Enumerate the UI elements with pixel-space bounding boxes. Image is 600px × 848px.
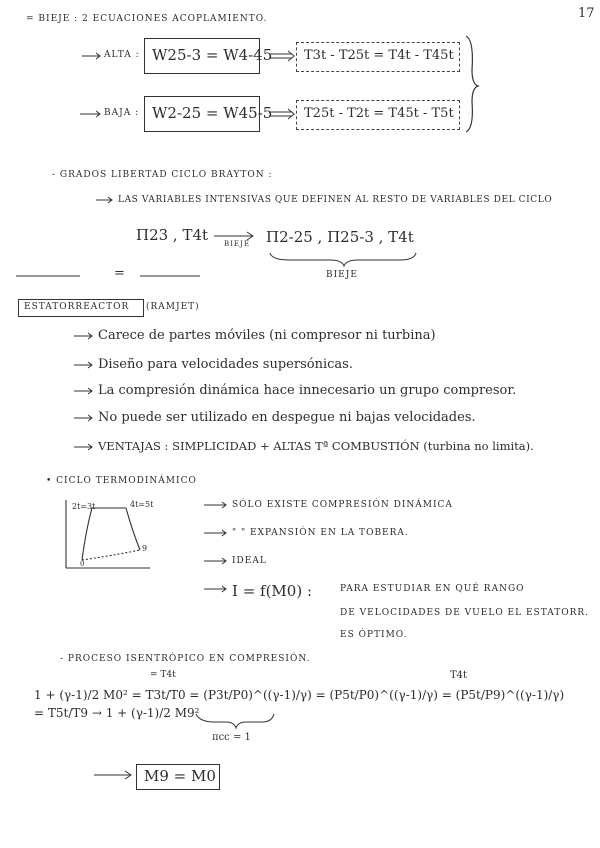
grados-under-note: BIEJE — [326, 270, 358, 280]
estatorreactor-item-2: Diseño para velocidades supersónicas. — [98, 357, 353, 372]
estatorreactor-title: ESTATORREACTOR — [24, 302, 130, 312]
ciclo-header: • CICLO TERMODINÁMICO — [46, 476, 197, 486]
ciclo-func: I = f(M0) : — [232, 582, 313, 600]
proceso-header: - PROCESO ISENTRÓPICO EN COMPRESIÓN. — [60, 654, 311, 664]
grados-lhs: Π23 , T4t — [136, 226, 209, 244]
baja-label: BAJA : — [104, 108, 140, 118]
alta-result: T3t - T25t = T4t - T45t — [304, 48, 454, 63]
ciclo-func-note-1: PARA ESTUDIAR EN QUÉ RANGO — [340, 584, 525, 594]
estatorreactor-subtitle: (RAMJET) — [146, 302, 200, 312]
proceso-result: M9 = M0 — [144, 767, 216, 785]
alta-equation: W25-3 = W4-45 — [152, 46, 273, 64]
ciclo-item-3: IDEAL — [232, 556, 267, 566]
estatorreactor-item-3: La compresión dinámica hace innecesario un grupo compresor. — [98, 383, 517, 398]
proceso-t4t-note: T4t — [450, 670, 468, 681]
proceso-pi-note: πcc = 1 — [212, 732, 251, 743]
diagram-label-4t5t: 4t=5t — [130, 500, 154, 509]
page-number: 17 — [578, 6, 595, 21]
grados-arrow-note: BIEJE — [224, 240, 250, 248]
ciclo-func-note-2: DE VELOCIDADES DE VUELO EL ESTATORR. — [340, 608, 590, 618]
ciclo-item-1: SÓLO EXISTE COMPRESIÓN DINÁMICA — [232, 500, 453, 510]
alta-label: ALTA : — [104, 50, 140, 60]
diagram-label-0: 0 — [80, 560, 85, 568]
estatorreactor-item-5: VENTAJAS : SIMPLICIDAD + ALTAS Tª COMBUSTIÓN (turbina no limita). — [98, 439, 534, 453]
biexe-header: = BIEJE : 2 ECUACIONES ACOPLAMIENTO. — [26, 14, 268, 24]
proceso-t5t-eq: = T4t — [150, 670, 176, 680]
grados-equals: = — [114, 266, 125, 281]
baja-equation: W2-25 = W45-5 — [152, 104, 273, 122]
grados-line: LAS VARIABLES INTENSIVAS QUE DEFINEN AL RESTO DE VARIABLES DEL CICLO — [118, 195, 553, 205]
ciclo-item-2: " " EXPANSIÓN EN LA TOBERA. — [232, 528, 409, 538]
grados-header: - GRADOS LIBERTAD CICLO BRAYTON : — [52, 170, 273, 180]
baja-result: T25t - T2t = T45t - T5t — [304, 106, 454, 121]
diagram-label-9: 9 — [142, 544, 148, 553]
proceso-equation: 1 + (γ-1)/2 M0² = T3t/T0 = (P3t/P0)^((γ-1)/γ) = (P5t/P0)^((γ-1)/γ) = (P5t/P9)^((γ-1)/γ) = T5t/T9 → 1 + (γ-1)/2 M9² — [34, 688, 565, 720]
diagram-label-2t3t: 2t=3t — [72, 502, 96, 511]
estatorreactor-item-1: Carece de partes móviles (ni compresor ni turbina) — [98, 328, 436, 343]
grados-rhs: Π2-25 , Π25-3 , T4t — [266, 228, 414, 246]
ciclo-func-note-3: ES ÓPTIMO. — [340, 630, 408, 640]
estatorreactor-item-4: No puede ser utilizado en despegue ni bajas velocidades. — [98, 410, 476, 425]
